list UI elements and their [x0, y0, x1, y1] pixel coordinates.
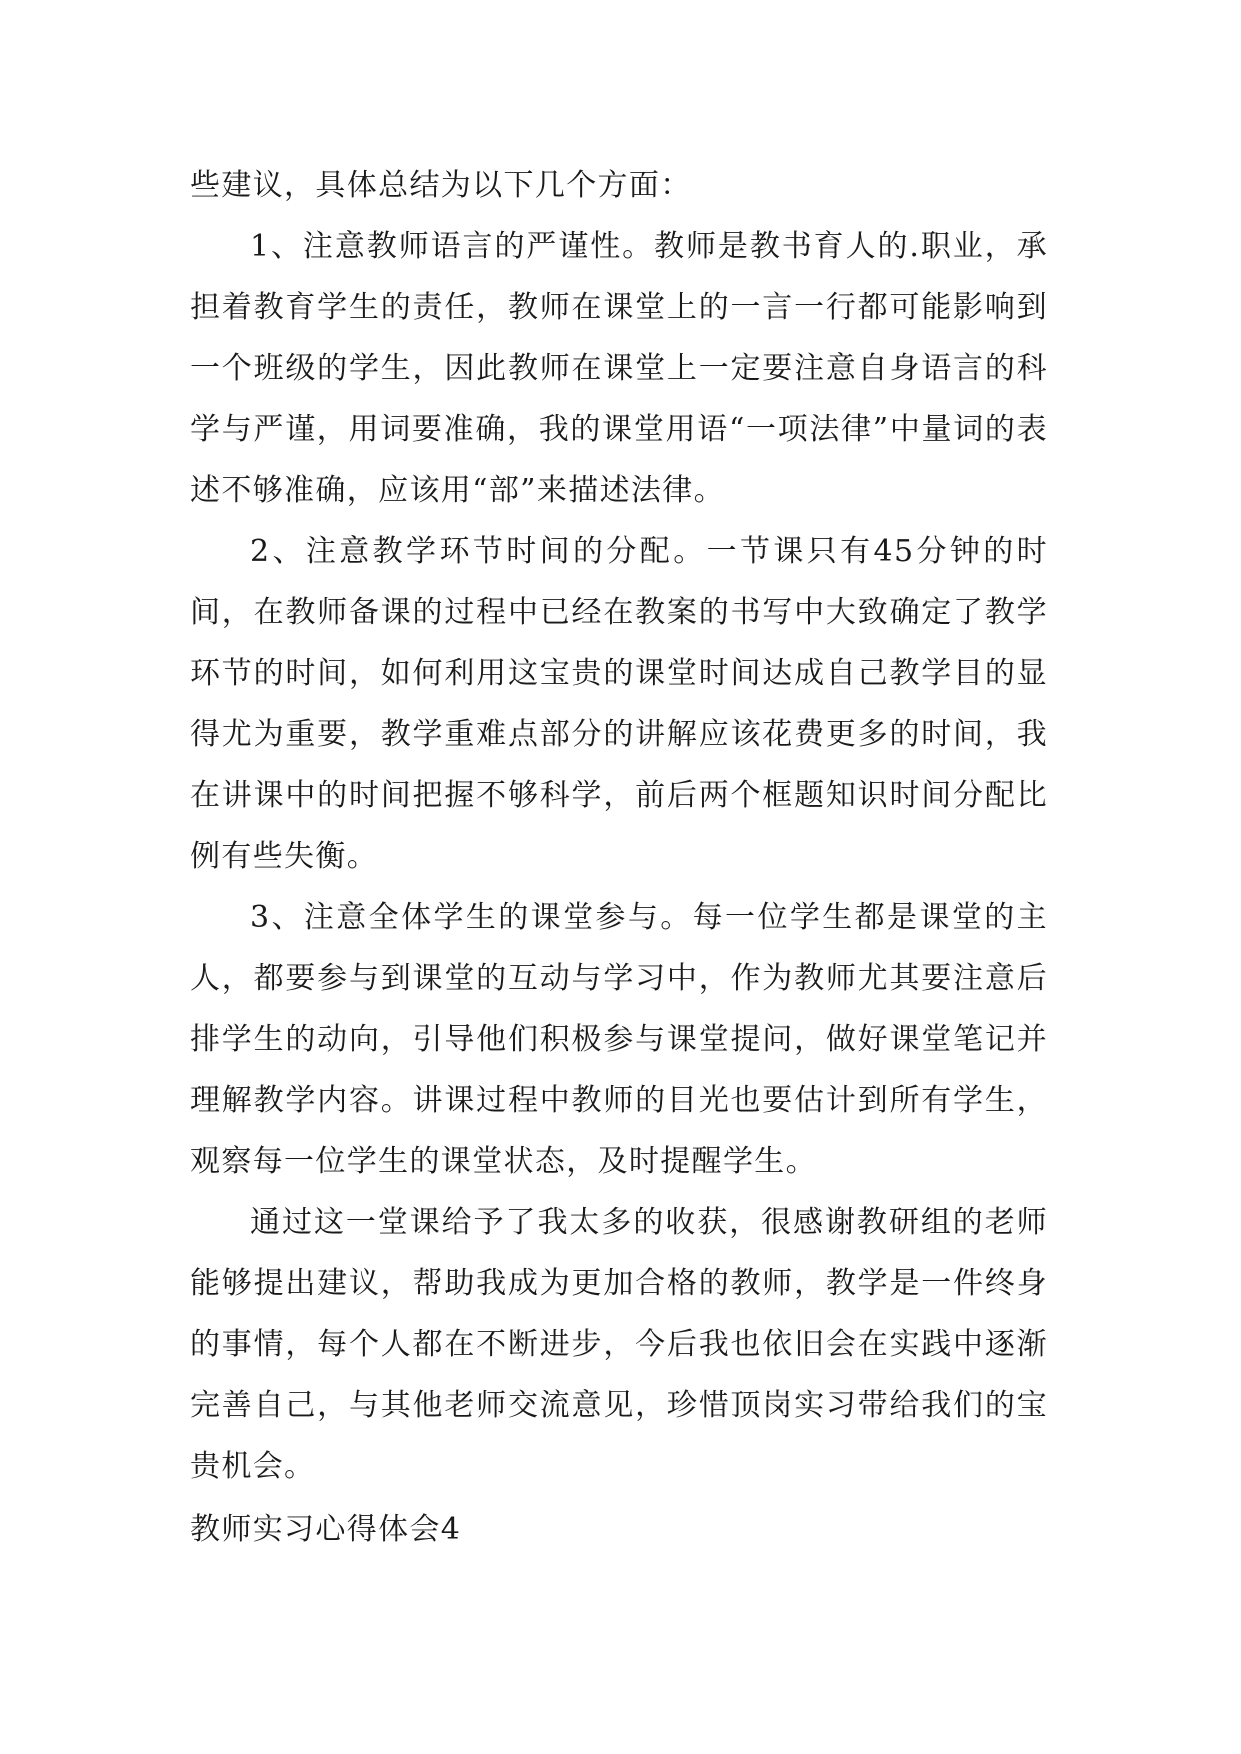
- section-heading: 教师实习心得体会4: [190, 1512, 462, 1547]
- paragraph-4: 通过这一堂课给予了我太多的收获，很感谢教研组的老师能够提出建议，帮助我成为更加合格的教师，教学是一件终身的事情，每个人都在不断进步，今后我也依旧会在实践中逐渐完善自己，与其他老师交流意见，珍惜顶岗实习带给我们的宝贵机会。: [190, 1205, 1048, 1484]
- paragraph-1: 1、注意教师语言的严谨性。教师是教书育人的.职业，承担着教育学生的责任，教师在课堂上的一言一行都可能影响到一个班级的学生，因此教师在课堂上一定要注意自身语言的科学与严谨，用词要准确，我的课堂用语“一项法律”中量词的表述不够准确，应该用“部”来描述法律。: [190, 229, 1048, 508]
- document-body: [190, 155, 1048, 1497]
- continuation-line: 些建议，具体总结为以下几个方面：: [190, 168, 692, 203]
- paragraph-2: 2、注意教学环节时间的分配。一节课只有45分钟的时间，在教师备课的过程中已经在教案的书写中大致确定了教学环节的时间，如何利用这宝贵的课堂时间达成自己教学目的显得尤为重要，教学重难点部分的讲解应该花费更多的时间，我在讲课中的时间把握不够科学，前后两个框题知识时间分配比例有些失衡。: [190, 534, 1048, 874]
- paragraph-3: 3、注意全体学生的课堂参与。每一位学生都是课堂的主人，都要参与到课堂的互动与学习中，作为教师尤其要注意后排学生的动向，引导他们积极参与课堂提问，做好课堂笔记并理解教学内容。讲课过程中教师的目光也要估计到所有学生，观察每一位学生的课堂状态，及时提醒学生。: [190, 900, 1048, 1179]
